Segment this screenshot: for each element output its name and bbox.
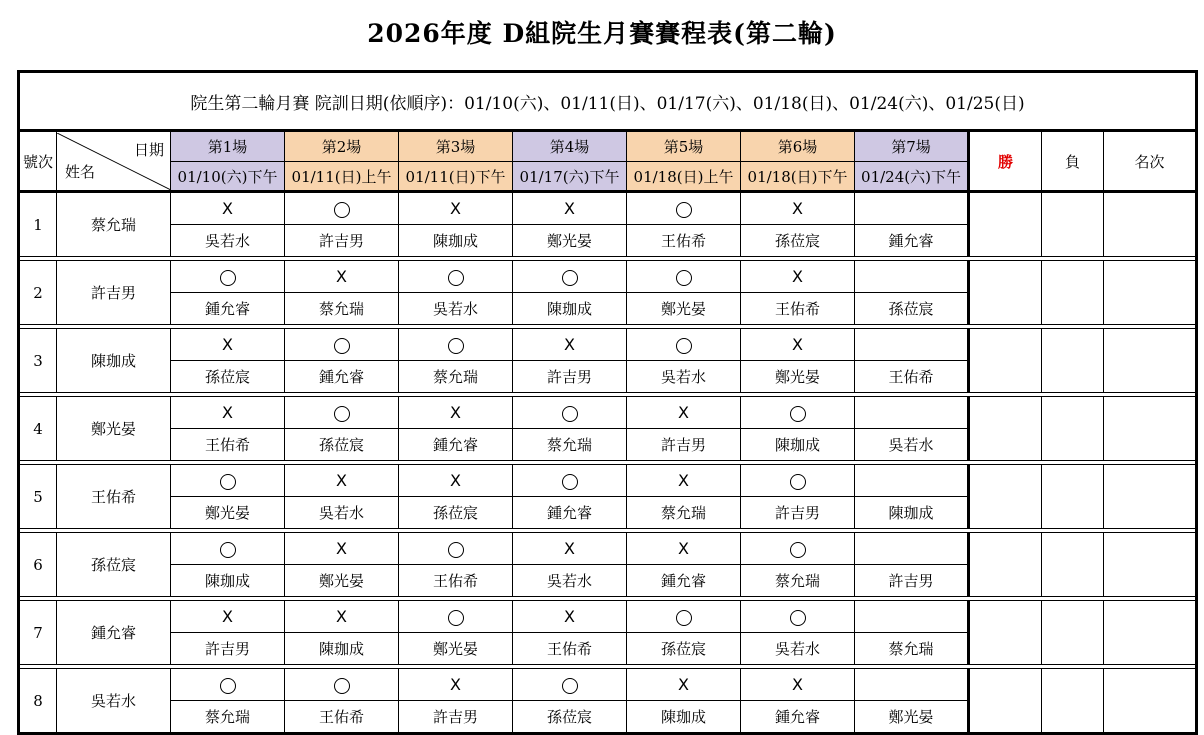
loss-mark — [171, 329, 285, 361]
win-mark-icon — [399, 533, 513, 565]
opponent-name: 王佑希 — [285, 701, 399, 734]
round-date-5: 01/18(日)上午 — [627, 162, 741, 192]
loss-mark-text: X — [564, 539, 575, 558]
empty-result — [855, 669, 969, 701]
circle-icon — [334, 202, 350, 218]
opponent-name: 王佑希 — [513, 633, 627, 665]
circle-icon — [220, 678, 236, 694]
round-header-2: 第2場 — [285, 131, 399, 162]
opponent-name: 蔡允瑞 — [171, 701, 285, 734]
win-mark-icon — [285, 329, 399, 361]
loss-mark — [399, 397, 513, 429]
loss-mark — [513, 601, 627, 633]
empty-result — [855, 533, 969, 565]
player-number: 7 — [19, 601, 57, 665]
circle-icon — [334, 406, 350, 422]
loss-mark — [741, 329, 855, 361]
opponent-name: 許吉男 — [513, 361, 627, 393]
schedule-table — [17, 70, 1198, 735]
opponent-name: 吳若水 — [627, 361, 741, 393]
opponent-name: 吳若水 — [285, 497, 399, 529]
loss-mark — [399, 465, 513, 497]
opponent-name: 孫莅宸 — [171, 361, 285, 393]
player-row — [19, 397, 1197, 429]
rank-cell — [1104, 261, 1197, 325]
circle-icon — [562, 678, 578, 694]
loss-mark — [627, 669, 741, 701]
loss-mark-text: X — [450, 675, 461, 694]
loss-mark — [741, 192, 855, 225]
win-cell — [969, 261, 1042, 325]
loss-mark — [513, 329, 627, 361]
round-date-2: 01/11(日)上午 — [285, 162, 399, 192]
player-name: 蔡允瑞 — [57, 192, 171, 257]
opponent-name: 陳珈成 — [627, 701, 741, 734]
win-cell — [969, 192, 1042, 257]
loss-mark — [285, 601, 399, 633]
date-label: 日期 — [133, 140, 164, 159]
opponent-name: 王佑希 — [171, 429, 285, 461]
round-header-7: 第7場 — [855, 131, 969, 162]
empty-result — [855, 601, 969, 633]
opponent-name: 鄭光晏 — [399, 633, 513, 665]
win-mark-icon — [285, 397, 399, 429]
loss-mark — [285, 533, 399, 565]
circle-icon — [790, 610, 806, 626]
loss-mark-text: X — [222, 199, 233, 218]
loss-mark-text: X — [336, 471, 347, 490]
player-number: 3 — [19, 329, 57, 393]
rank-cell — [1104, 669, 1197, 734]
win-mark-icon — [513, 261, 627, 293]
loss-mark-text: X — [450, 471, 461, 490]
round-header-5: 第5場 — [627, 131, 741, 162]
loss-mark — [285, 465, 399, 497]
circle-icon — [676, 338, 692, 354]
loss-cell — [1042, 669, 1104, 734]
opponent-name: 蔡允瑞 — [513, 429, 627, 461]
loss-cell — [1042, 533, 1104, 597]
loss-mark-text: X — [222, 403, 233, 422]
seq-header: 號次 — [19, 131, 57, 192]
win-mark-icon — [741, 533, 855, 565]
loss-mark — [627, 533, 741, 565]
win-mark-icon — [171, 669, 285, 701]
circle-icon — [220, 542, 236, 558]
loss-mark — [399, 669, 513, 701]
player-name: 許吉男 — [57, 261, 171, 325]
win-mark-icon — [627, 261, 741, 293]
opponent-name: 鍾允睿 — [855, 225, 969, 257]
opponent-name: 鍾允睿 — [513, 497, 627, 529]
circle-icon — [676, 202, 692, 218]
win-cell — [969, 533, 1042, 597]
circle-icon — [790, 474, 806, 490]
player-row — [19, 192, 1197, 225]
player-number: 4 — [19, 397, 57, 461]
rank-cell — [1104, 465, 1197, 529]
win-header: 勝 — [969, 131, 1042, 192]
opponent-name: 孫莅宸 — [855, 293, 969, 325]
loss-cell — [1042, 261, 1104, 325]
opponent-name: 鄭光晏 — [741, 361, 855, 393]
loss-mark — [171, 601, 285, 633]
opponent-name: 許吉男 — [285, 225, 399, 257]
opponent-name: 鄭光晏 — [513, 225, 627, 257]
opponent-name: 蔡允瑞 — [741, 565, 855, 597]
opponent-name: 王佑希 — [627, 225, 741, 257]
rank-cell — [1104, 329, 1197, 393]
rank-cell — [1104, 601, 1197, 665]
loss-mark-text: X — [564, 607, 575, 626]
win-mark-icon — [627, 192, 741, 225]
opponent-name: 陳珈成 — [171, 565, 285, 597]
loss-mark-text: X — [450, 403, 461, 422]
opponent-name: 陳珈成 — [513, 293, 627, 325]
empty-result — [855, 192, 969, 225]
loss-mark-text: X — [222, 607, 233, 626]
opponent-name: 鄭光晏 — [171, 497, 285, 529]
loss-mark-text: X — [336, 607, 347, 626]
empty-result — [855, 397, 969, 429]
win-cell — [969, 669, 1042, 734]
loss-mark-text: X — [792, 335, 803, 354]
opponent-name: 孫莅宸 — [513, 701, 627, 734]
circle-icon — [790, 542, 806, 558]
loss-mark — [741, 261, 855, 293]
opponent-name: 王佑希 — [741, 293, 855, 325]
loss-mark-text: X — [336, 267, 347, 286]
player-number: 6 — [19, 533, 57, 597]
opponent-name: 鄭光晏 — [627, 293, 741, 325]
opponent-name: 許吉男 — [171, 633, 285, 665]
player-row — [19, 261, 1197, 293]
round-header-6: 第6場 — [741, 131, 855, 162]
loss-cell — [1042, 465, 1104, 529]
round-header-3: 第3場 — [399, 131, 513, 162]
win-mark-icon — [399, 261, 513, 293]
win-mark-icon — [741, 465, 855, 497]
loss-mark — [513, 533, 627, 565]
loss-header: 負 — [1042, 131, 1104, 192]
loss-mark-text: X — [678, 403, 689, 422]
loss-mark — [285, 261, 399, 293]
circle-icon — [790, 406, 806, 422]
opponent-name: 吳若水 — [513, 565, 627, 597]
opponent-name: 吳若水 — [741, 633, 855, 665]
opponent-name: 吳若水 — [855, 429, 969, 461]
opponent-name: 鍾允睿 — [741, 701, 855, 734]
opponent-name: 孫莅宸 — [627, 633, 741, 665]
circle-icon — [448, 610, 464, 626]
loss-mark-text: X — [678, 471, 689, 490]
player-name: 鄭光晏 — [57, 397, 171, 461]
player-row — [19, 533, 1197, 565]
opponent-name: 鄭光晏 — [285, 565, 399, 597]
player-name: 吳若水 — [57, 669, 171, 734]
opponent-name: 蔡允瑞 — [285, 293, 399, 325]
opponent-name: 孫莅宸 — [285, 429, 399, 461]
empty-result — [855, 261, 969, 293]
opponent-name: 蔡允瑞 — [855, 633, 969, 665]
win-cell — [969, 465, 1042, 529]
circle-icon — [676, 270, 692, 286]
player-number: 1 — [19, 192, 57, 257]
rank-cell — [1104, 397, 1197, 461]
circle-icon — [562, 406, 578, 422]
loss-mark — [399, 192, 513, 225]
opponent-name: 許吉男 — [741, 497, 855, 529]
opponent-name: 許吉男 — [855, 565, 969, 597]
round-date-1: 01/10(六)下午 — [171, 162, 285, 192]
opponent-name: 吳若水 — [171, 225, 285, 257]
win-mark-icon — [513, 465, 627, 497]
loss-mark — [513, 192, 627, 225]
round-date-4: 01/17(六)下午 — [513, 162, 627, 192]
player-row — [19, 669, 1197, 701]
circle-icon — [448, 270, 464, 286]
opponent-name: 陳珈成 — [399, 225, 513, 257]
circle-icon — [448, 338, 464, 354]
win-cell — [969, 329, 1042, 393]
win-mark-icon — [285, 669, 399, 701]
opponent-name: 王佑希 — [399, 565, 513, 597]
win-cell — [969, 601, 1042, 665]
player-number: 8 — [19, 669, 57, 734]
loss-mark — [627, 465, 741, 497]
win-mark-icon — [171, 533, 285, 565]
circle-icon — [448, 542, 464, 558]
win-mark-icon — [627, 601, 741, 633]
opponent-name: 孫莅宸 — [399, 497, 513, 529]
win-mark-icon — [399, 601, 513, 633]
circle-icon — [334, 678, 350, 694]
opponent-name: 鍾允睿 — [399, 429, 513, 461]
circle-icon — [334, 338, 350, 354]
win-mark-icon — [741, 601, 855, 633]
opponent-name: 鍾允睿 — [285, 361, 399, 393]
opponent-name: 陳珈成 — [285, 633, 399, 665]
opponent-name: 陳珈成 — [741, 429, 855, 461]
rank-cell — [1104, 192, 1197, 257]
circle-icon — [220, 270, 236, 286]
player-name: 王佑希 — [57, 465, 171, 529]
player-name: 孫莅宸 — [57, 533, 171, 597]
win-mark-icon — [171, 465, 285, 497]
win-mark-icon — [285, 192, 399, 225]
player-row — [19, 601, 1197, 633]
opponent-name: 鄭光晏 — [855, 701, 969, 734]
loss-cell — [1042, 192, 1104, 257]
opponent-name: 許吉男 — [399, 701, 513, 734]
rank-cell — [1104, 533, 1197, 597]
schedule-note: 院生第二輪月賽 院訓日期(依順序)：01/10(六)、01/11(日)、01/17(六)、01/18(日)、01/24(六)、01/25(日) — [19, 72, 1197, 131]
win-mark-icon — [513, 397, 627, 429]
opponent-name: 王佑希 — [855, 361, 969, 393]
loss-cell — [1042, 601, 1104, 665]
win-mark-icon — [399, 329, 513, 361]
win-mark-icon — [513, 669, 627, 701]
circle-icon — [220, 474, 236, 490]
player-number: 2 — [19, 261, 57, 325]
opponent-name: 鍾允睿 — [627, 565, 741, 597]
player-row — [19, 329, 1197, 361]
circle-icon — [562, 270, 578, 286]
loss-mark-text: X — [336, 539, 347, 558]
loss-mark — [171, 192, 285, 225]
player-number: 5 — [19, 465, 57, 529]
win-mark-icon — [627, 329, 741, 361]
circle-icon — [676, 610, 692, 626]
player-row — [19, 465, 1197, 497]
rank-header: 名次 — [1104, 131, 1197, 192]
loss-mark-text: X — [792, 199, 803, 218]
empty-result — [855, 329, 969, 361]
loss-mark — [741, 669, 855, 701]
opponent-name: 孫莅宸 — [741, 225, 855, 257]
empty-result — [855, 465, 969, 497]
loss-mark — [627, 397, 741, 429]
loss-mark-text: X — [678, 539, 689, 558]
win-cell — [969, 397, 1042, 461]
opponent-name: 吳若水 — [399, 293, 513, 325]
round-date-3: 01/11(日)下午 — [399, 162, 513, 192]
opponent-name: 許吉男 — [627, 429, 741, 461]
name-label: 姓名 — [65, 162, 96, 181]
player-name: 陳珈成 — [57, 329, 171, 393]
round-header-1: 第1場 — [171, 131, 285, 162]
loss-mark-text: X — [564, 199, 575, 218]
round-date-7: 01/24(六)下午 — [855, 162, 969, 192]
loss-mark — [171, 397, 285, 429]
round-header-4: 第4場 — [513, 131, 627, 162]
page-title: 2026年度 D組院生月賽賽程表(第二輪) — [367, 19, 837, 48]
loss-mark-text: X — [450, 199, 461, 218]
opponent-name: 蔡允瑞 — [627, 497, 741, 529]
loss-mark-text: X — [222, 335, 233, 354]
loss-mark-text: X — [792, 675, 803, 694]
round-date-6: 01/18(日)下午 — [741, 162, 855, 192]
loss-cell — [1042, 329, 1104, 393]
loss-mark-text: X — [792, 267, 803, 286]
opponent-name: 陳珈成 — [855, 497, 969, 529]
date-name-header — [57, 131, 171, 192]
loss-cell — [1042, 397, 1104, 461]
opponent-name: 鍾允睿 — [171, 293, 285, 325]
loss-mark-text: X — [678, 675, 689, 694]
win-mark-icon — [741, 397, 855, 429]
player-name: 鍾允睿 — [57, 601, 171, 665]
win-mark-icon — [171, 261, 285, 293]
loss-mark-text: X — [564, 335, 575, 354]
circle-icon — [562, 474, 578, 490]
opponent-name: 蔡允瑞 — [399, 361, 513, 393]
